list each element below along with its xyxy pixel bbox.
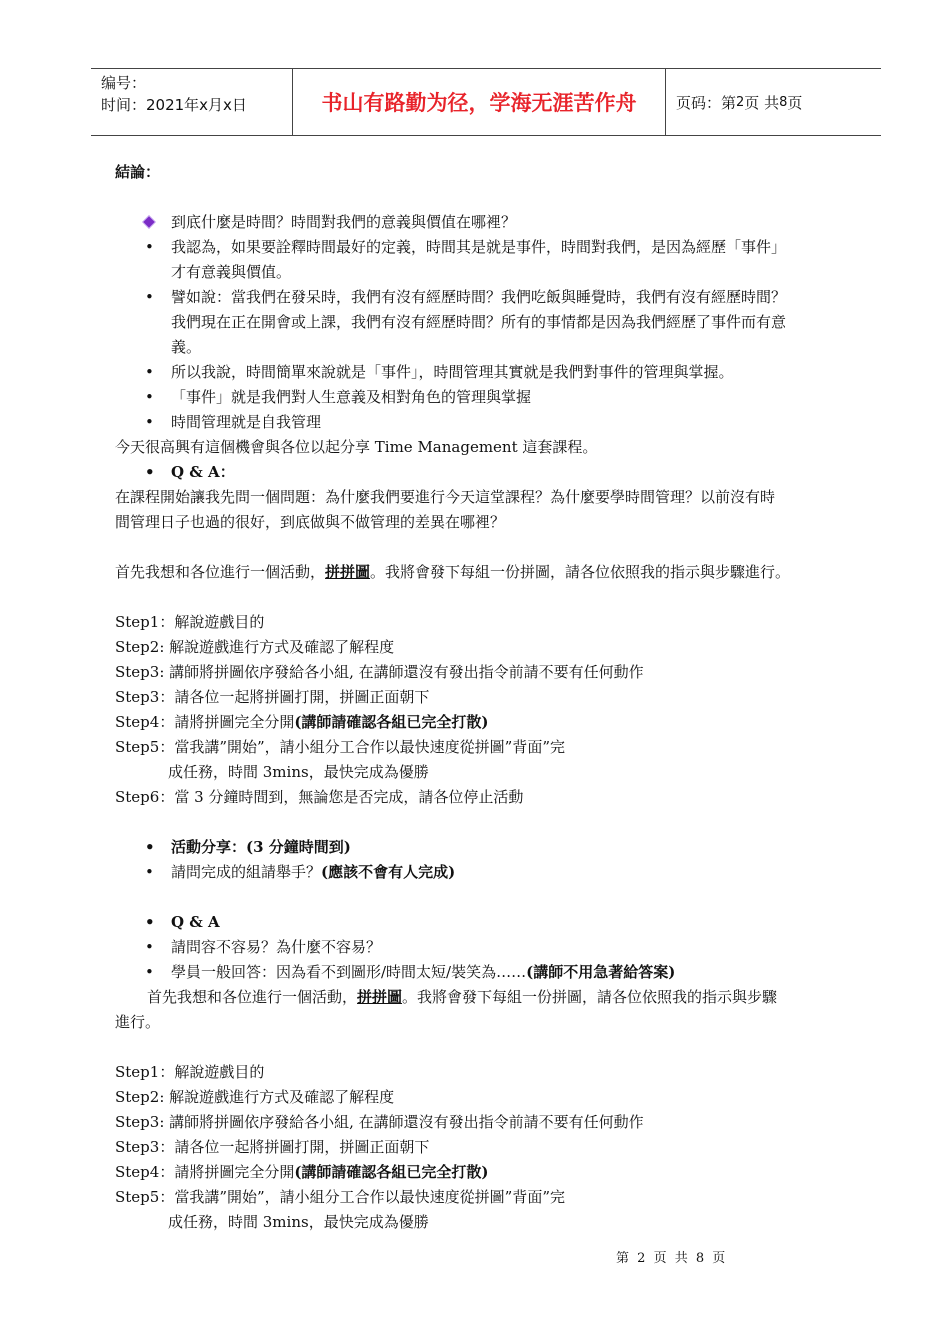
- step-line: Step1：解說遊戲目的: [115, 1063, 265, 1081]
- qa-heading: • Q & A：: [115, 460, 865, 485]
- step-line: Step4：請將拼圖完全分開(講師請確認各組已完全打散): [115, 1163, 489, 1181]
- conclusion-heading: 結論：: [115, 163, 161, 181]
- list-item: • 譬如說：當我們在發呆時，我們有沒有經歷時間？我們吃飯與睡覺時，我們有沒有經歷時間？ 我們現在正在開會或上課，我們有沒有經歷時間？所有的事情都是因為我們經歷了事件而有意 義。: [115, 285, 865, 360]
- bullet-dot-icon: •: [145, 963, 154, 981]
- list-item: • 學員一般回答：因為看不到圖形/時間太短/裝笑為……(講師不用急著給答案): [115, 960, 865, 985]
- list-item: • 我認為，如果要詮釋時間最好的定義，時間其是就是事件，時間對我們，是因為經歷「事件」 才有意義與價值。: [115, 235, 865, 285]
- bullet-dot-icon: •: [145, 938, 154, 956]
- note: (講師不用急著給答案): [526, 963, 676, 981]
- note: (應該不會有人完成): [321, 863, 456, 881]
- list-item: • 請問完成的組請舉手？(應該不會有人完成): [115, 860, 865, 885]
- bullet-dot-icon: •: [145, 288, 154, 306]
- activity-keyword: 拼拼圖: [357, 988, 403, 1006]
- footer-page-total: 8: [695, 1251, 705, 1266]
- activity-keyword: 拼拼圖: [325, 563, 371, 581]
- header-motto: 书山有路勤为径，学海无涯苦作舟: [293, 69, 666, 135]
- activity-paragraph: 首先我想和各位進行一個活動，拼拼圖。我將會發下每組一份拼圖，請各位依照我的指示與步驟進行。: [115, 563, 791, 581]
- bullet-dot-icon: •: [145, 363, 154, 381]
- share-heading: • 活動分享：(3 分鐘時間到): [115, 835, 865, 860]
- footer-page-current: 2: [637, 1251, 646, 1266]
- step-line: Step5：當我講”開始”，請小組分工合作以最快速度從拼圖”背面”完: [115, 1188, 566, 1206]
- header-number-label: 编号：: [101, 74, 147, 92]
- header-meta: [91, 69, 293, 135]
- page-header: [91, 68, 881, 136]
- list-item: • 所以我說，時間簡單來說就是「事件」，時間管理其實就是我們對事件的管理與掌握。: [115, 360, 865, 385]
- step-line: Step2: 解說遊戲進行方式及確認了解程度: [115, 638, 395, 656]
- list-item: 到底什麼是時間？時間對我們的意義與價值在哪裡？: [115, 210, 865, 235]
- step-line: Step5：當我講”開始”，請小組分工合作以最快速度從拼圖”背面”完: [115, 738, 566, 756]
- step-line: Step3：請各位一起將拼圖打開，拼圖正面朝下: [115, 1138, 430, 1156]
- bullet-dot-icon: •: [145, 863, 154, 881]
- bullet-dot-icon: •: [145, 413, 154, 431]
- bullet-dot-icon: •: [145, 388, 154, 406]
- activity-paragraph-end: 進行。: [115, 1013, 161, 1031]
- step-line: Step4：請將拼圖完全分開(講師請確認各組已完全打散): [115, 713, 489, 731]
- bullet-dot-icon: •: [145, 463, 155, 481]
- step-note: (講師請確認各組已完全打散): [294, 713, 489, 731]
- header-page-number: [666, 69, 881, 135]
- step-line: Step1：解說遊戲目的: [115, 613, 265, 631]
- header-page-total: 8: [779, 94, 788, 110]
- question-paragraph-line: 在課程開始讓我先問一個問題：為什麼我們要進行今天這堂課程？為什麼要學時間管理？以前沒有時: [115, 488, 776, 506]
- bullet-dot-icon: •: [145, 913, 155, 931]
- bullet-dot-icon: •: [145, 838, 155, 856]
- step-line-continuation: 成任務，時間 3mins，最快完成為優勝: [168, 1213, 429, 1231]
- step-line: Step3: 講師將拼圖依序發給各小組, 在講師還沒有發出指令前請不要有任何動作: [115, 1113, 644, 1131]
- header-page-mid: 页 共: [744, 93, 780, 112]
- list-item: • 「事件」就是我們對人生意義及相對角色的管理與掌握: [115, 385, 865, 410]
- step-line-continuation: 成任務，時間 3mins，最快完成為優勝: [168, 763, 429, 781]
- header-page-prefix: 页码：第: [676, 93, 737, 112]
- step-line: Step3: 講師將拼圖依序發給各小組, 在講師還沒有發出指令前請不要有任何動作: [115, 663, 644, 681]
- bullet-dot-icon: •: [145, 238, 154, 256]
- step-line: Step2: 解說遊戲進行方式及確認了解程度: [115, 1088, 395, 1106]
- step-line: Step6：當 3 分鐘時間到，無論您是否完成，請各位停止活動: [115, 788, 524, 806]
- list-item: • 請問容不容易？為什麼不容易？: [115, 935, 865, 960]
- header-time-label: 时间：2021年x月x日: [101, 96, 247, 114]
- intro-paragraph: 今天很高興有這個機會與各位以起分享 Time Management 這套課程。: [115, 438, 598, 456]
- page-footer: 第 2 页 共 8 页: [616, 1251, 726, 1266]
- question-paragraph-line: 間管理日子也過的很好，到底做與不做管理的差異在哪裡？: [115, 513, 506, 531]
- document-body: [115, 160, 865, 1235]
- activity-paragraph: 首先我想和各位進行一個活動，拼拼圖。我將會發下每組一份拼圖，請各位依照我的指示與步驟: [147, 988, 778, 1006]
- header-page-current: 2: [736, 94, 745, 110]
- header-page-suffix: 页: [787, 93, 803, 112]
- step-line: Step3：請各位一起將拼圖打開，拼圖正面朝下: [115, 688, 430, 706]
- list-item: • 時間管理就是自我管理: [115, 410, 865, 435]
- qa-heading: • Q & A: [115, 910, 865, 935]
- diamond-bullet-icon: [143, 216, 154, 227]
- step-note: (講師請確認各組已完全打散): [294, 1163, 489, 1181]
